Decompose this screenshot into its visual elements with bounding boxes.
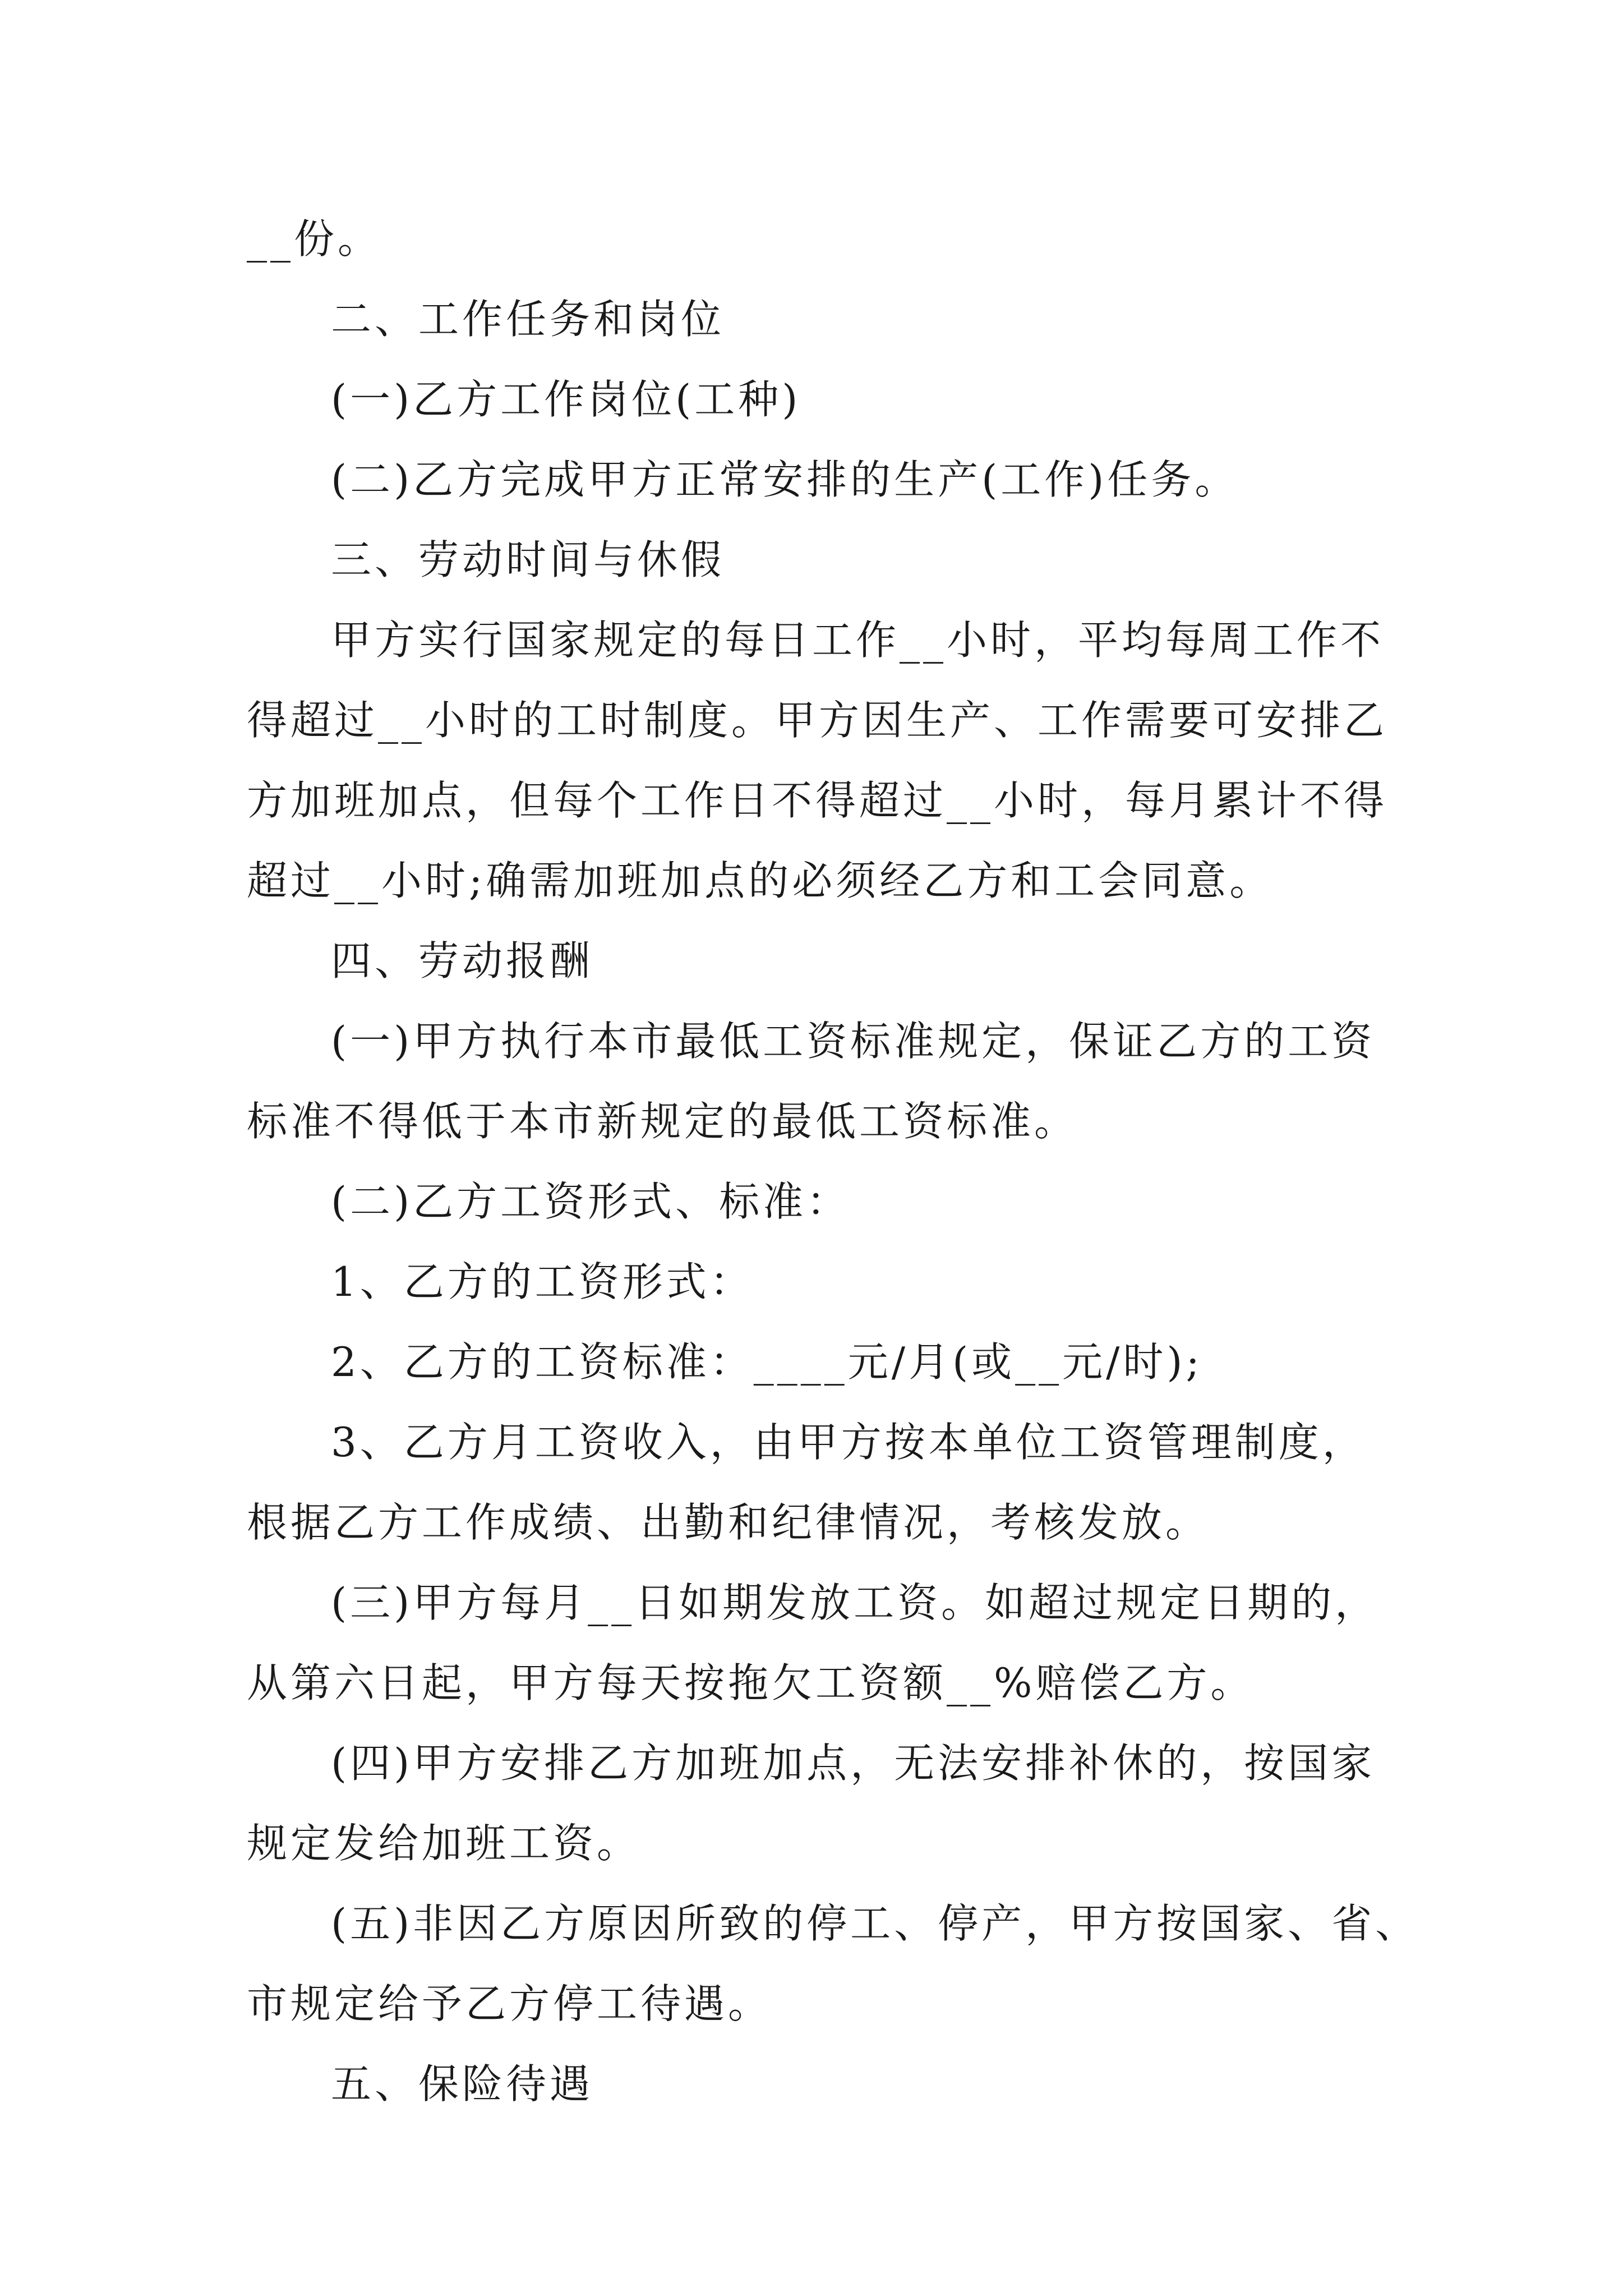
text-line: __份。 bbox=[247, 215, 382, 263]
text-line: (四)甲方安排乙方加班加点，无法安排补休的，按国家 bbox=[331, 1740, 1376, 1787]
text-line: 市规定给予乙方停工待遇。 bbox=[247, 1980, 772, 2027]
text-line: 得超过__小时的工时制度。甲方因生产、工作需要可安排乙 bbox=[247, 697, 1388, 744]
section-heading: 五、保险待遇 bbox=[331, 2060, 594, 2108]
text-line: 3、乙方月工资收入，由甲方按本单位工资管理制度， bbox=[331, 1419, 1366, 1466]
text-line: 从第六日起，甲方每天按拖欠工资额__%赔偿乙方。 bbox=[247, 1659, 1255, 1706]
section-heading: 二、工作任务和岗位 bbox=[331, 296, 725, 343]
text-line: 根据乙方工作成绩、出勤和纪律情况，考核发放。 bbox=[247, 1499, 1210, 1546]
text-line: (一)甲方执行本市最低工资标准规定，保证乙方的工资 bbox=[331, 1018, 1376, 1065]
section-heading: 四、劳动报酬 bbox=[331, 937, 594, 984]
text-line: (三)甲方每月__日如期发放工资。如超过规定日期的， bbox=[331, 1579, 1379, 1626]
section-heading: 三、劳动时间与休假 bbox=[331, 536, 725, 583]
text-line: 超过__小时;确需加班加点的必须经乙方和工会同意。 bbox=[247, 857, 1274, 904]
text-line: (二)乙方工资形式、标准： bbox=[331, 1178, 851, 1225]
text-line: 规定发给加班工资。 bbox=[247, 1820, 641, 1867]
text-line: 甲方实行国家规定的每日工作__小时，平均每周工作不 bbox=[331, 616, 1385, 664]
text-line: 标准不得低于本市新规定的最低工资标准。 bbox=[247, 1098, 1078, 1145]
text-line: 1、乙方的工资形式： bbox=[331, 1258, 754, 1305]
document-body bbox=[247, 209, 1419, 2114]
text-line: (五)非因乙方原因所致的停工、停产，甲方按国家、省、 bbox=[331, 1900, 1419, 1947]
text-line: 2、乙方的工资标准：____元/月(或__元/时); bbox=[331, 1338, 1203, 1386]
text-line: (二)乙方完成甲方正常安排的生产(工作)任务。 bbox=[331, 456, 1239, 503]
text-line: 方加班加点，但每个工作日不得超过__小时，每月累计不得 bbox=[247, 777, 1388, 824]
text-line: (一)乙方工作岗位(工种) bbox=[331, 376, 801, 423]
